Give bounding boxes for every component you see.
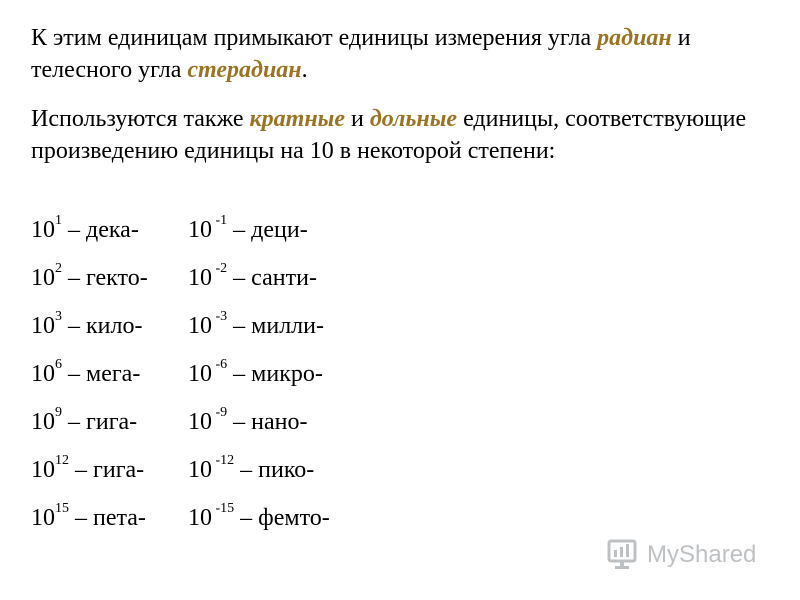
prefix-row [31,210,451,258]
prefix-name: – фемто- [234,505,330,531]
power-base: 10 [31,217,55,243]
prefix-name: – микро- [227,361,323,387]
power-base: 10 [188,265,212,291]
multiple-prefix [31,258,148,298]
power-exponent: -2 [212,261,228,276]
prefix-name: – нано- [227,409,308,435]
submultiple-prefix [188,306,324,346]
power-exponent: 9 [55,405,62,420]
submultiple-prefix [188,354,323,394]
multiple-prefix [31,498,146,538]
prefix-name: – гекто- [62,265,148,291]
submultiple-prefix [188,258,317,298]
watermark-text: MyShared [647,541,757,568]
power-base: 10 [188,361,212,387]
myshared-logo-icon [607,538,641,572]
power-exponent: 6 [55,357,62,372]
paragraph-angle-units [31,22,771,86]
paragraph-text: и [344,106,370,132]
power-exponent: 1 [55,213,62,228]
power-exponent: -1 [212,213,228,228]
power-base: 10 [31,265,55,291]
power-exponent: 3 [55,309,62,324]
power-base: 10 [188,217,212,243]
prefix-name: – мега- [62,361,141,387]
power-exponent: 15 [55,501,69,516]
multiple-prefix [31,306,142,346]
power-exponent: -12 [212,453,235,468]
prefix-row [31,450,451,498]
term-steradian: стерадиан [187,57,302,83]
power-base: 10 [188,457,212,483]
submultiple-prefix [188,450,314,490]
paragraph-multiples [31,103,771,167]
power-exponent: -9 [212,405,228,420]
paragraph-text: Используются также [31,106,250,132]
multiple-prefix [31,402,137,442]
power-base: 10 [31,505,55,531]
term-radian: радиан [597,25,672,51]
paragraph-text: единицы, соответствующие произведению единицы на 10 в некоторой степени: [31,106,747,164]
prefix-row [31,402,451,450]
prefix-name: – дека- [62,217,139,243]
prefix-name: – гига- [69,457,145,483]
myshared-watermark [607,537,767,573]
power-base: 10 [188,409,212,435]
power-exponent: -3 [212,309,228,324]
term-multiple: кратные [249,106,345,132]
power-exponent: -6 [212,357,228,372]
prefix-name: – пета- [69,505,146,531]
prefix-name: – санти- [227,265,317,291]
power-base: 10 [31,313,55,339]
power-base: 10 [188,313,212,339]
power-base: 10 [188,505,212,531]
prefix-name: – деци- [227,217,308,243]
power-base: 10 [31,457,55,483]
power-base: 10 [31,409,55,435]
power-exponent: -15 [212,501,235,516]
power-exponent: 12 [55,453,69,468]
paragraph-text: и телесного угла [31,25,691,83]
prefix-name: – гига- [62,409,138,435]
prefix-name: – пико- [234,457,315,483]
submultiple-prefix [188,498,330,538]
multiple-prefix [31,450,144,490]
power-exponent: 2 [55,261,62,276]
prefix-row [31,306,451,354]
term-submultiple: дольные [369,106,458,132]
prefix-name: – милли- [227,313,324,339]
power-base: 10 [31,361,55,387]
prefix-row [31,354,451,402]
submultiple-prefix [188,210,308,250]
paragraph-text: . [301,57,308,83]
prefix-table [31,210,451,546]
submultiple-prefix [188,402,308,442]
paragraph-text: К этим единицам примыкают единицы измерения угла [31,25,598,51]
multiple-prefix [31,210,139,250]
multiple-prefix [31,354,140,394]
prefix-row [31,498,451,546]
prefix-row [31,258,451,306]
prefix-name: – кило- [62,313,143,339]
